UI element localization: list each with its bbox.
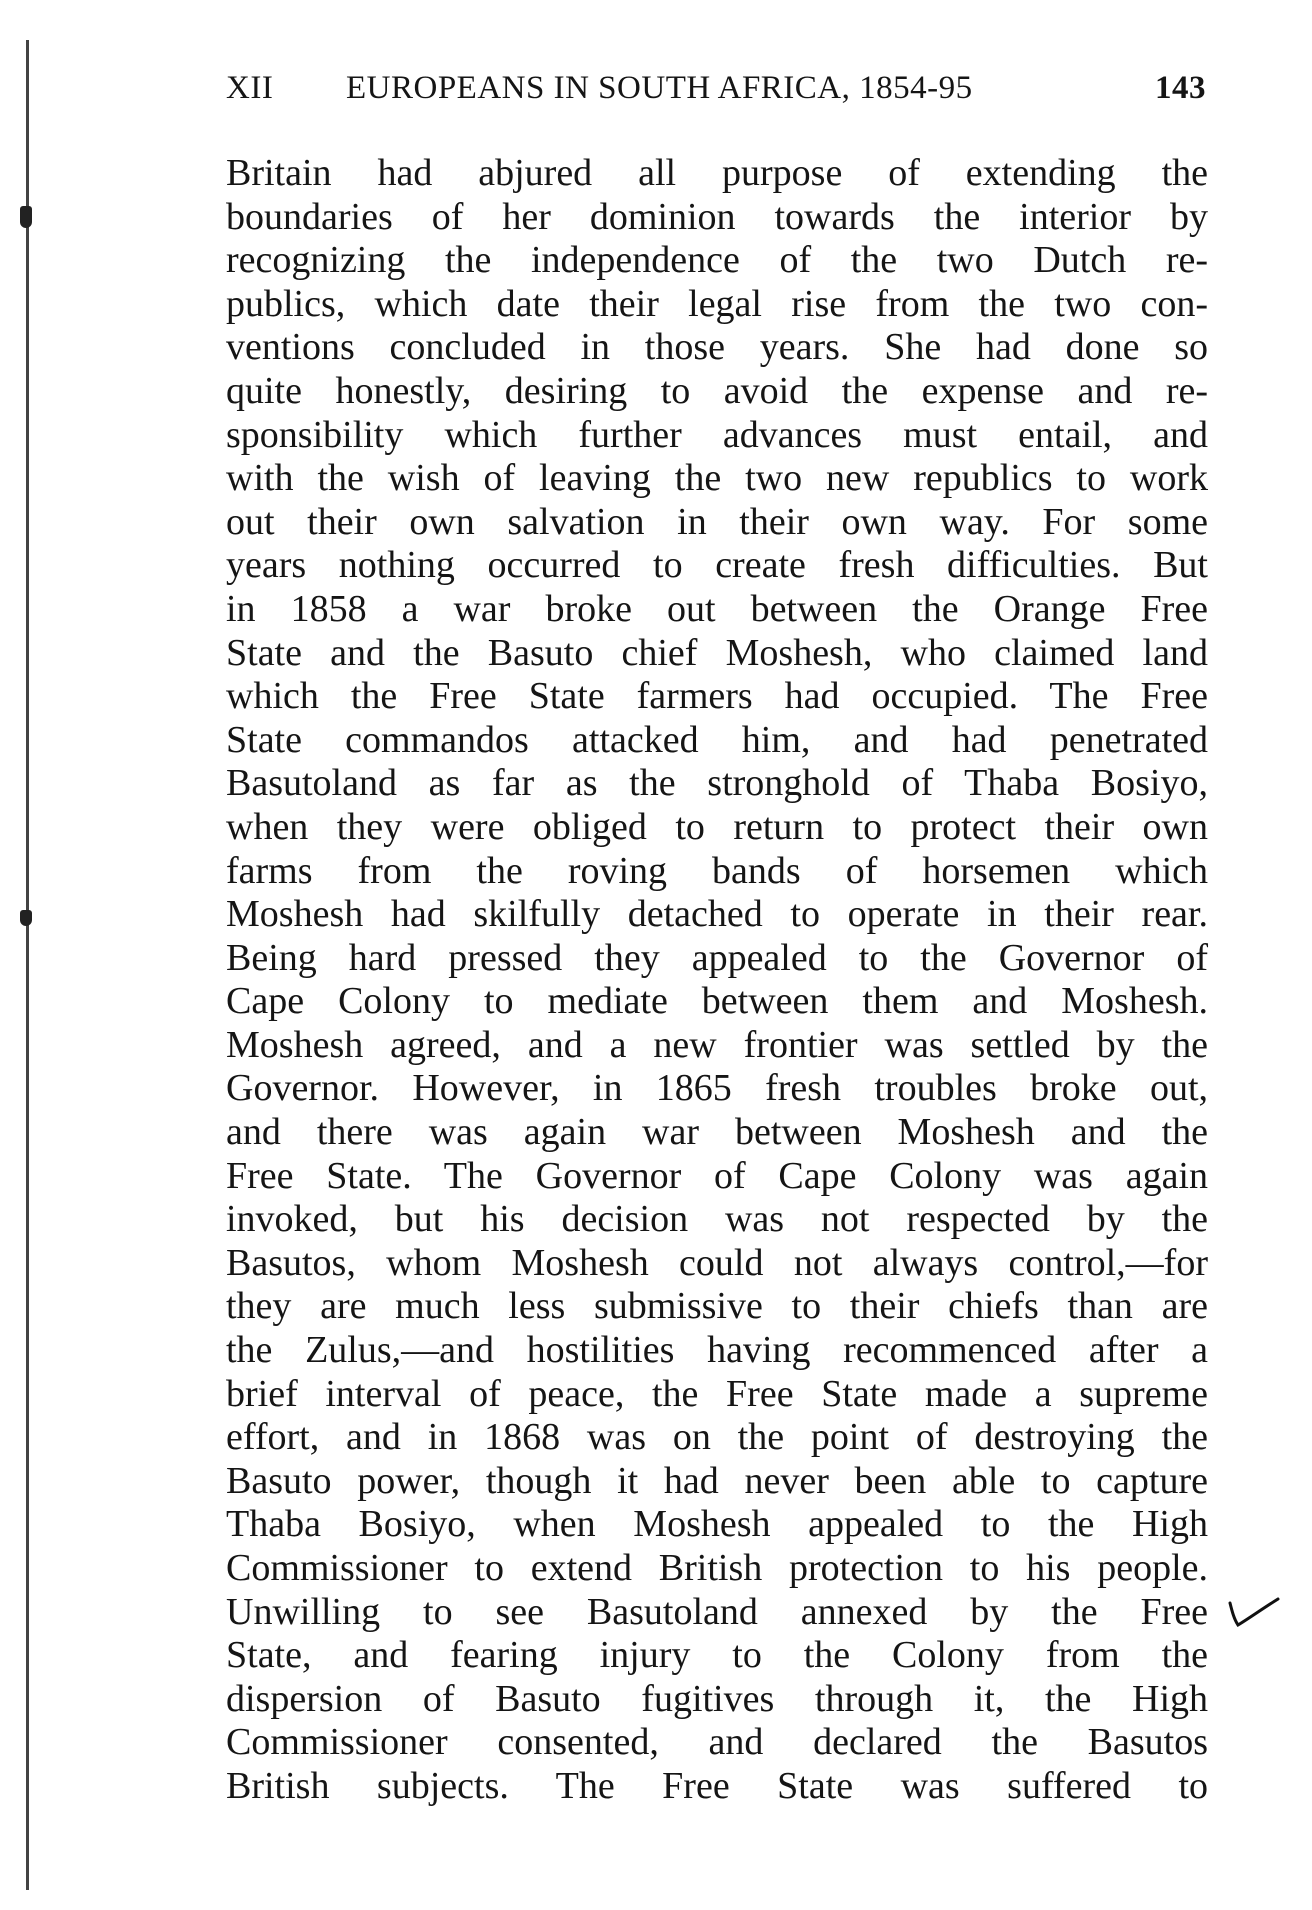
binding-mark xyxy=(20,206,32,228)
text-line: in 1858 a war broke out between the Orange Free xyxy=(226,587,1208,630)
text-line: Commissioner consented, and declared the Basutos xyxy=(226,1721,1208,1764)
running-head xyxy=(226,70,1206,114)
text-line: Cape Colony to mediate between them and Moshesh. xyxy=(226,980,1208,1023)
text-line: dispersion of Basuto fugitives through it, the High xyxy=(226,1677,1208,1720)
text-line: State commandos attacked him, and had penetrated xyxy=(226,718,1208,761)
text-line: farms from the roving bands of horsemen which xyxy=(226,849,1208,892)
text-line: Basutos, whom Moshesh could not always control,—for xyxy=(226,1241,1208,1284)
text-line: Britain had abjured all purpose of extending the xyxy=(226,152,1208,194)
page-number: 143 xyxy=(1155,70,1206,106)
text-line: Unwilling to see Basutoland annexed by the Free xyxy=(226,1590,1208,1633)
text-line: effort, and in 1868 was on the point of destroying the xyxy=(226,1416,1208,1459)
text-line: Free State. The Governor of Cape Colony was again xyxy=(226,1154,1208,1197)
text-line: the Zulus,—and hostilities having recommenced after a xyxy=(226,1329,1208,1372)
text-line: Commissioner to extend British protection to his people. xyxy=(226,1547,1208,1589)
text-line: quite honestly, desiring to avoid the expense and re- xyxy=(226,369,1208,412)
binding-mark xyxy=(20,910,32,926)
text-line: Governor. However, in 1865 fresh troubles broke out, xyxy=(226,1067,1208,1110)
text-line: Basutoland as far as the stronghold of Thaba Bosiyo, xyxy=(226,762,1208,805)
text-line: Moshesh had skilfully detached to operate in their rear. xyxy=(226,893,1208,936)
binding-edge xyxy=(26,40,29,1890)
text-line: and there was again war between Moshesh and the xyxy=(226,1111,1208,1154)
text-line: with the wish of leaving the two new republics to work xyxy=(226,457,1208,500)
text-line: invoked, but his decision was not respected by the xyxy=(226,1198,1208,1241)
text-line: publics, which date their legal rise from the two con- xyxy=(226,282,1208,325)
text-line: Being hard pressed they appealed to the Governor of xyxy=(226,936,1208,979)
text-line: ventions concluded in those years. She had done so xyxy=(226,326,1208,369)
text-line: when they were obliged to return to protect their own xyxy=(226,805,1208,848)
text-line: recognizing the independence of the two Dutch re- xyxy=(226,239,1208,282)
text-line: brief interval of peace, the Free State made a supreme xyxy=(226,1372,1208,1415)
text-line: they are much less submissive to their chiefs than are xyxy=(226,1285,1208,1328)
text-line: years nothing occurred to create fresh difficulties. But xyxy=(226,544,1208,587)
handwritten-check-mark-icon xyxy=(1226,1595,1282,1631)
text-line: Thaba Bosiyo, when Moshesh appealed to the High xyxy=(226,1503,1208,1546)
chapter-number: XII xyxy=(226,70,274,106)
text-line: sponsibility which further advances must entail, and xyxy=(226,413,1208,456)
text-line: British subjects. The Free State was suffered to xyxy=(226,1764,1208,1807)
text-line: Moshesh agreed, and a new frontier was settled by the xyxy=(226,1023,1208,1066)
body-text xyxy=(226,152,1208,1809)
text-line: out their own salvation in their own way. For some xyxy=(226,500,1208,543)
text-line: State, and fearing injury to the Colony from the xyxy=(226,1634,1208,1677)
text-line: State and the Basuto chief Moshesh, who claimed land xyxy=(226,631,1208,674)
text-line: Basuto power, though it had never been able to capture xyxy=(226,1459,1208,1502)
text-line: which the Free State farmers had occupied. The Free xyxy=(226,675,1208,718)
running-title: EUROPEANS IN SOUTH AFRICA, 1854-95 xyxy=(346,70,973,106)
text-line: boundaries of her dominion towards the interior by xyxy=(226,195,1208,238)
